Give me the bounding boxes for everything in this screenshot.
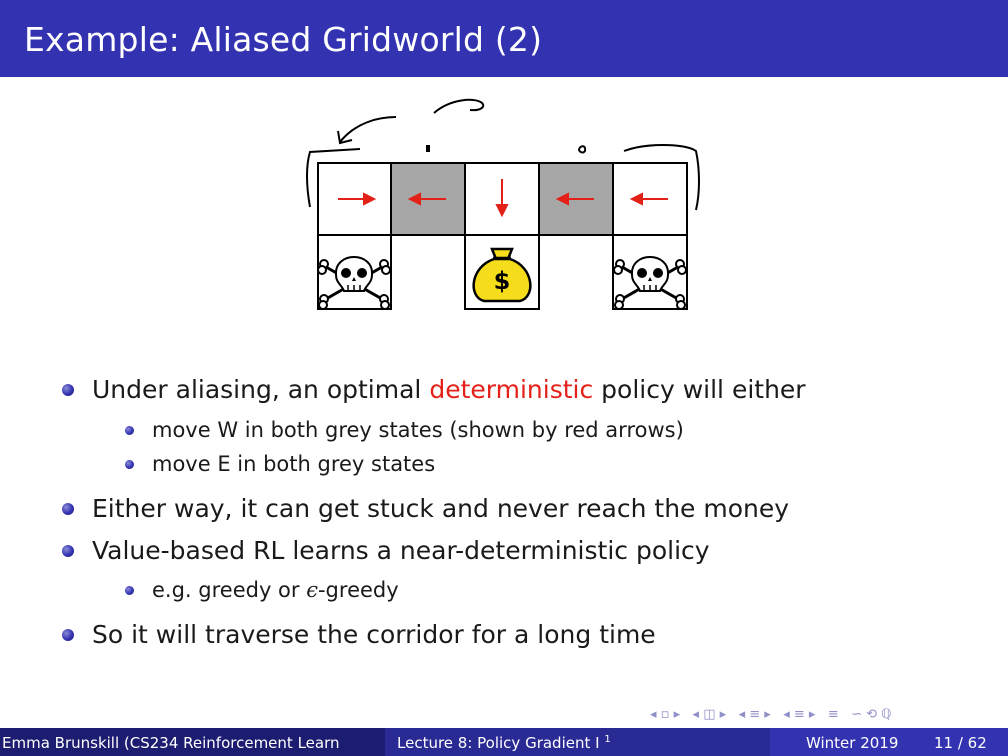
sub-bullet-icon [125, 460, 134, 469]
bullet-item [92, 375, 806, 405]
bullet-icon [62, 545, 74, 557]
sub-bullet-item: move E in both grey states [152, 452, 436, 476]
sub-bullet-icon [125, 426, 134, 435]
slide-title: Example: Aliased Gridworld (2) [24, 20, 543, 59]
bullet-icon [62, 629, 74, 641]
footer [0, 728, 1008, 756]
footer-term: Winter 2019 [806, 734, 899, 752]
bullet-item: So it will traverse the corridor for a long time [92, 620, 656, 649]
footer-term-panel [770, 728, 1008, 756]
footer-page: 11 / 62 [934, 734, 987, 752]
footer-author-panel [0, 728, 385, 756]
bullet-text: policy will either [593, 375, 806, 404]
navigation-symbols [650, 707, 891, 722]
footer-lecture [397, 734, 611, 752]
epsilon-symbol: ϵ [306, 578, 318, 602]
bullet-icon [62, 384, 74, 396]
bullet-text: Under aliasing, an optimal [92, 375, 430, 404]
footer-lecture-text: Lecture 8: Policy Gradient I [397, 734, 600, 752]
money-symbol: $ [493, 267, 511, 295]
highlight-text: deterministic [429, 375, 594, 404]
footnote-marker: 1 [604, 734, 611, 745]
bullet-icon [62, 503, 74, 515]
nav-search-icon[interactable]: ∽ ⟲ ℚ [851, 707, 892, 722]
sub-bullet-item [152, 577, 399, 603]
nav-prev-frame-icon[interactable]: ◂ ▫ ▸ [650, 707, 681, 722]
footer-lecture-panel [385, 728, 770, 756]
bullet-item: Either way, it can get stuck and never reach the money [92, 494, 790, 523]
bullet-item: Value-based RL learns a near-deterministic policy [92, 536, 710, 565]
sub-bullet-icon [125, 586, 134, 595]
nav-section-icon[interactable]: ◂ ≡ ▸ [738, 707, 771, 722]
bullet-text: -greedy [317, 578, 399, 602]
bullet-text: e.g. greedy or [152, 578, 307, 602]
nav-subsection-icon[interactable]: ◂ ≡ ▸ [783, 707, 816, 722]
sub-bullet-item: move W in both grey states (shown by red arrows) [152, 418, 684, 442]
nav-toc-icon[interactable]: ≡ [827, 707, 839, 722]
nav-prev-subsection-icon[interactable]: ◂ ◫ ▸ [692, 707, 727, 722]
footer-author: Emma Brunskill (CS234 Reinforcement Learn [2, 734, 340, 752]
